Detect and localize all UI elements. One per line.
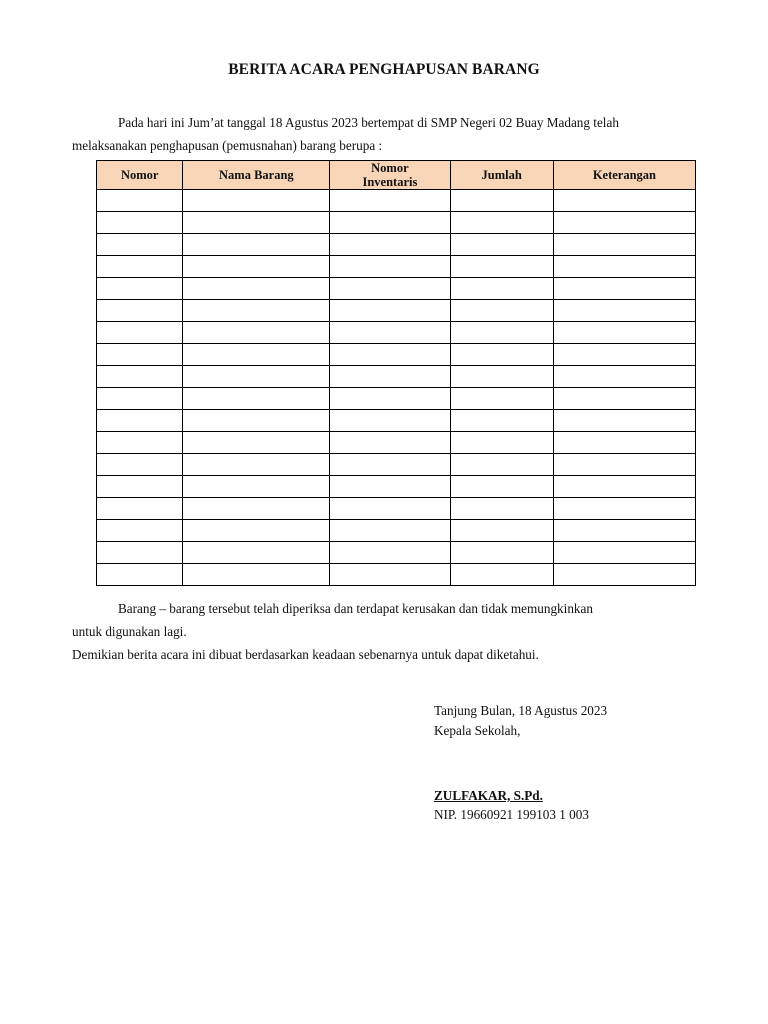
table-cell-nama-barang (183, 542, 330, 564)
table-row (97, 410, 696, 432)
signature-nip: NIP. 19660921 199103 1 003 (434, 807, 589, 822)
table-cell-nomor-inventaris (330, 190, 450, 212)
table-row (97, 234, 696, 256)
table-cell-nomor (97, 520, 183, 542)
table-cell-keterangan (553, 300, 695, 322)
table-cell-jumlah (450, 564, 553, 586)
table-cell-nomor (97, 454, 183, 476)
table-cell-nomor-inventaris (330, 234, 450, 256)
table-cell-nomor (97, 278, 183, 300)
header-nomor: Nomor (97, 161, 183, 190)
table-body (97, 190, 696, 586)
closing-line-2: untuk digunakan lagi. (72, 624, 187, 639)
table-cell-jumlah (450, 388, 553, 410)
table-cell-jumlah (450, 542, 553, 564)
table-cell-nama-barang (183, 454, 330, 476)
table-cell-nomor (97, 542, 183, 564)
table-cell-keterangan (553, 322, 695, 344)
table-cell-nomor-inventaris (330, 256, 450, 278)
table-row (97, 344, 696, 366)
signature-position: Kepala Sekolah, (434, 723, 521, 738)
table-cell-keterangan (553, 410, 695, 432)
signature-name: ZULFAKAR, S.Pd. (434, 788, 543, 803)
header-nama-barang: Nama Barang (183, 161, 330, 190)
table-cell-nomor-inventaris (330, 520, 450, 542)
table-cell-nomor-inventaris (330, 388, 450, 410)
table-cell-jumlah (450, 300, 553, 322)
intro-paragraph (72, 111, 697, 157)
table-cell-nama-barang (183, 190, 330, 212)
table-cell-nomor-inventaris (330, 454, 450, 476)
table-cell-nomor (97, 212, 183, 234)
table-cell-jumlah (450, 366, 553, 388)
table-cell-nama-barang (183, 256, 330, 278)
intro-line-1: Pada hari ini Jum’at tanggal 18 Agustus 2023 bertempat di SMP Negeri 02 Buay Madang telah (118, 115, 619, 130)
table-cell-keterangan (553, 344, 695, 366)
table-cell-nama-barang (183, 520, 330, 542)
table-row (97, 454, 696, 476)
table-cell-keterangan (553, 366, 695, 388)
header-keterangan: Keterangan (553, 161, 695, 190)
closing-line-3: Demikian berita acara ini dibuat berdasarkan keadaan sebenarnya untuk dapat diketahui. (72, 647, 539, 662)
header-jumlah: Jumlah (450, 161, 553, 190)
table-cell-keterangan (553, 454, 695, 476)
intro-line-2: melaksanakan penghapusan (pemusnahan) barang berupa : (72, 138, 383, 153)
table-cell-nama-barang (183, 498, 330, 520)
table-cell-nomor-inventaris (330, 322, 450, 344)
table-cell-nomor (97, 498, 183, 520)
table-cell-nama-barang (183, 322, 330, 344)
table-cell-nama-barang (183, 410, 330, 432)
table-cell-jumlah (450, 410, 553, 432)
table-cell-nomor-inventaris (330, 366, 450, 388)
table-cell-nomor-inventaris (330, 344, 450, 366)
table-cell-keterangan (553, 212, 695, 234)
table-cell-nomor-inventaris (330, 476, 450, 498)
table-cell-nama-barang (183, 300, 330, 322)
table-cell-jumlah (450, 344, 553, 366)
table-header-row (97, 161, 696, 190)
closing-line-1: Barang – barang tersebut telah diperiksa dan terdapat kerusakan dan tidak memungkinkan (118, 601, 593, 616)
header-nomor-inventaris (330, 161, 450, 190)
table-cell-keterangan (553, 520, 695, 542)
table-cell-nama-barang (183, 366, 330, 388)
table-cell-nomor (97, 234, 183, 256)
table-cell-nama-barang (183, 212, 330, 234)
table-row (97, 322, 696, 344)
table-cell-nomor (97, 476, 183, 498)
table-cell-nama-barang (183, 344, 330, 366)
table-row (97, 366, 696, 388)
table-cell-jumlah (450, 498, 553, 520)
table-cell-jumlah (450, 322, 553, 344)
table-row (97, 564, 696, 586)
table-cell-nama-barang (183, 476, 330, 498)
table-row (97, 190, 696, 212)
table-cell-jumlah (450, 212, 553, 234)
table-cell-jumlah (450, 520, 553, 542)
header-nomor-inventaris-line2: Inventaris (362, 175, 418, 189)
table-row (97, 476, 696, 498)
table-cell-nomor (97, 388, 183, 410)
table-row (97, 256, 696, 278)
table-cell-nomor-inventaris (330, 278, 450, 300)
table-cell-keterangan (553, 388, 695, 410)
table-cell-jumlah (450, 256, 553, 278)
table-cell-jumlah (450, 278, 553, 300)
table-cell-jumlah (450, 454, 553, 476)
table-cell-nomor (97, 410, 183, 432)
items-table (96, 160, 696, 586)
table-cell-keterangan (553, 234, 695, 256)
table-cell-nama-barang (183, 388, 330, 410)
table-row (97, 300, 696, 322)
table-cell-nomor (97, 322, 183, 344)
table-row (97, 542, 696, 564)
table-cell-nomor-inventaris (330, 212, 450, 234)
table-cell-nomor-inventaris (330, 432, 450, 454)
header-nomor-inventaris-line1: Nomor (371, 161, 409, 175)
table-cell-nama-barang (183, 234, 330, 256)
table-row (97, 212, 696, 234)
closing-paragraph (72, 597, 697, 666)
table-row (97, 278, 696, 300)
table-cell-jumlah (450, 234, 553, 256)
table-cell-nomor (97, 344, 183, 366)
table-row (97, 388, 696, 410)
table-cell-nomor (97, 300, 183, 322)
signature-place-date: Tanjung Bulan, 18 Agustus 2023 (434, 703, 608, 718)
table-cell-nomor (97, 190, 183, 212)
table-cell-keterangan (553, 256, 695, 278)
table-cell-keterangan (553, 498, 695, 520)
table-cell-nama-barang (183, 278, 330, 300)
signature-block (434, 701, 607, 741)
table-cell-nomor-inventaris (330, 410, 450, 432)
table-cell-nomor-inventaris (330, 300, 450, 322)
table-row (97, 520, 696, 542)
table-cell-keterangan (553, 278, 695, 300)
table-cell-keterangan (553, 542, 695, 564)
table-cell-keterangan (553, 564, 695, 586)
table-cell-nomor-inventaris (330, 498, 450, 520)
table-cell-nomor (97, 432, 183, 454)
table-cell-keterangan (553, 432, 695, 454)
table-cell-nama-barang (183, 564, 330, 586)
table-cell-nomor-inventaris (330, 564, 450, 586)
table-cell-nomor-inventaris (330, 542, 450, 564)
table-cell-nomor (97, 256, 183, 278)
table-cell-nomor (97, 564, 183, 586)
document-title: BERITA ACARA PENGHAPUSAN BARANG (228, 61, 540, 78)
table-cell-nomor (97, 366, 183, 388)
table-cell-nama-barang (183, 432, 330, 454)
table-row (97, 498, 696, 520)
table-cell-keterangan (553, 190, 695, 212)
table-cell-jumlah (450, 432, 553, 454)
table-cell-keterangan (553, 476, 695, 498)
table-row (97, 432, 696, 454)
table-cell-jumlah (450, 476, 553, 498)
table-cell-jumlah (450, 190, 553, 212)
